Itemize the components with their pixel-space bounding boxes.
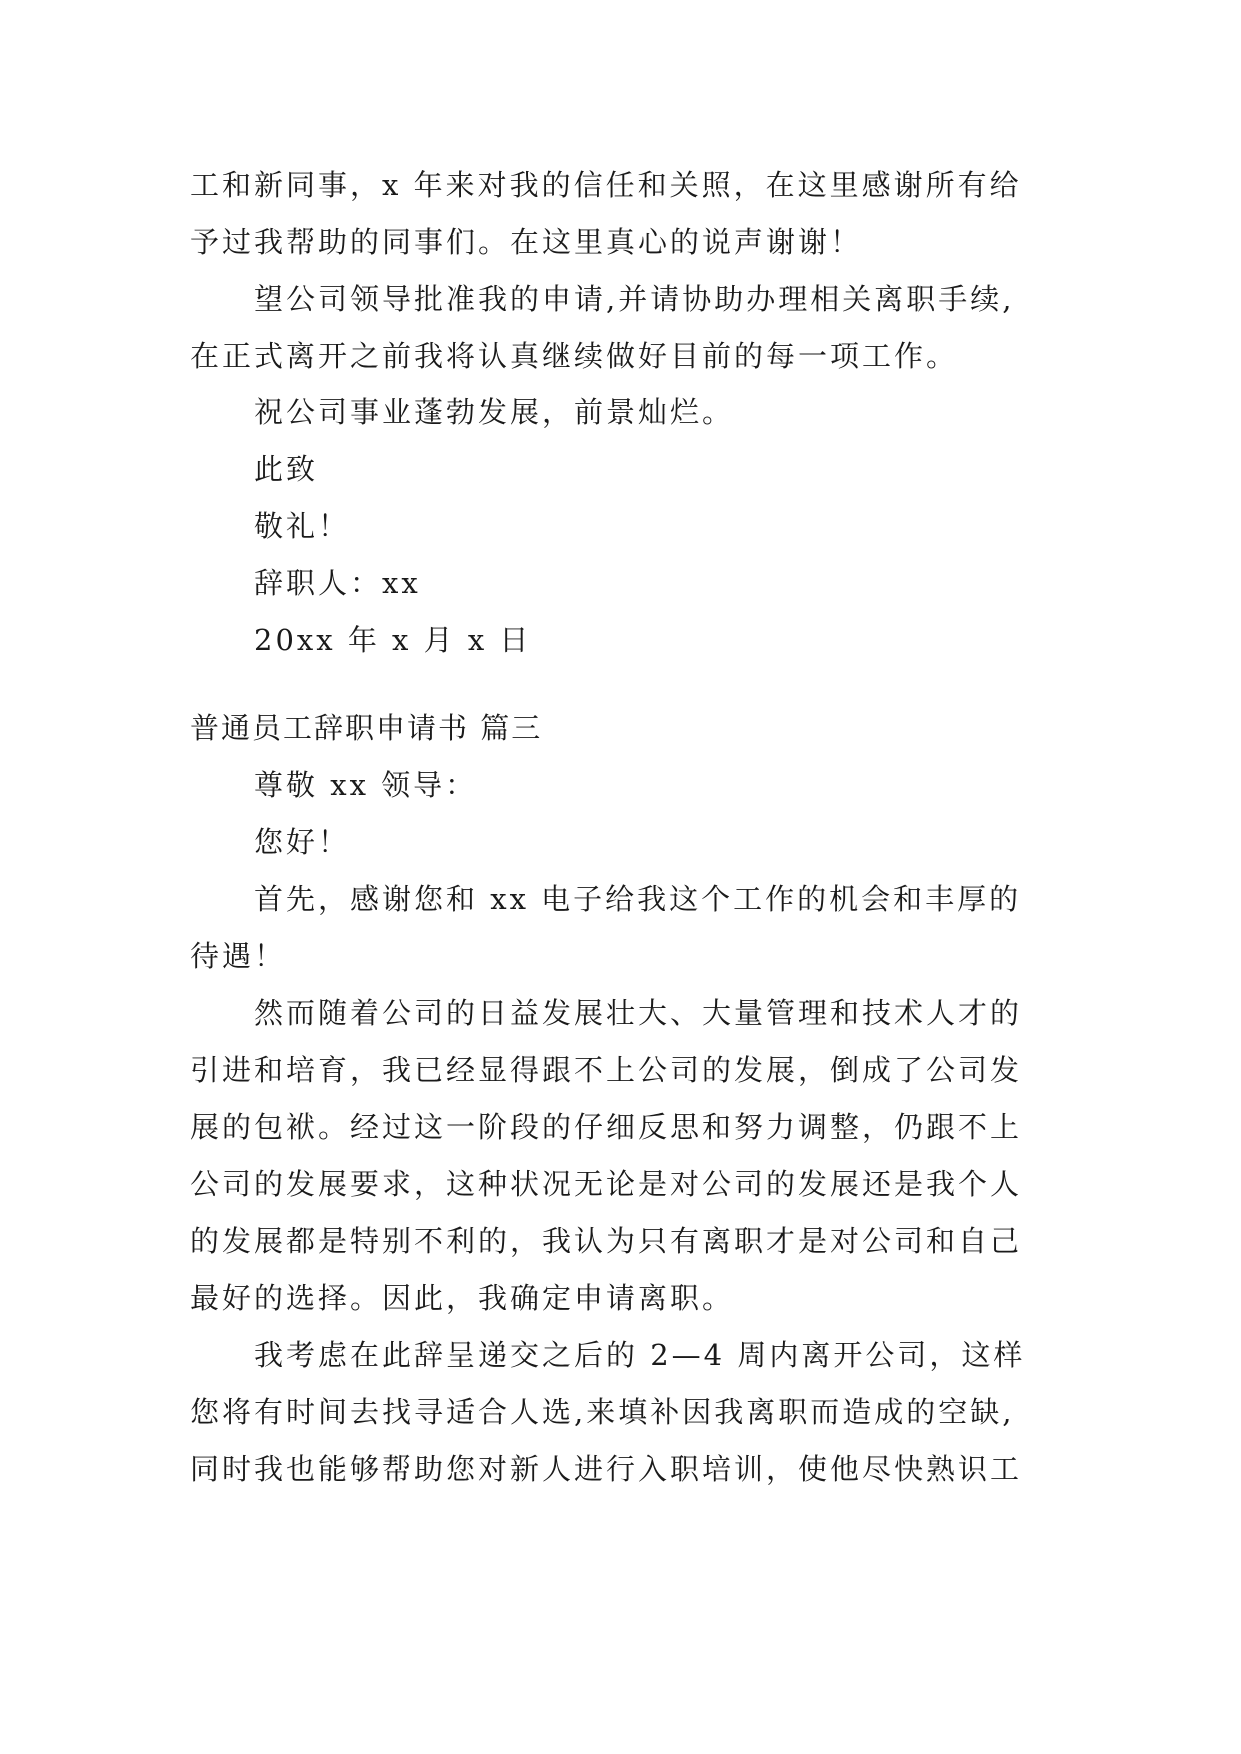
text-line: 我考虑在此辞呈递交之后的 2—4 周内离开公司，这样 [254,1338,1026,1372]
section-title: 普通员工辞职申请书 篇三 [190,711,543,745]
text-line: 望公司领导批准我的申请,并请协助办理相关离职手续, [254,282,1015,316]
text-line: 同时我也能够帮助您对新人进行入职培训，使他尽快熟识工 [190,1452,1023,1486]
text-line: 予过我帮助的同事们。在这里真心的说声谢谢！ [190,225,863,259]
closing-line: 此致 [254,452,319,486]
signature-line: 辞职人：xx [254,566,421,600]
text-line: 首先，感谢您和 xx 电子给我这个工作的机会和丰厚的 [254,882,1022,916]
text-line: 最好的选择。因此，我确定申请离职。 [190,1281,735,1315]
greeting-line: 尊敬 xx 领导： [254,768,478,802]
text-line: 祝公司事业蓬勃发展，前景灿烂。 [254,395,735,429]
date-line: 20xx 年 x 月 x 日 [254,623,532,657]
text-line: 的发展都是特别不利的，我认为只有离职才是对公司和自己 [190,1224,1023,1258]
text-line: 工和新同事，x 年来对我的信任和关照，在这里感谢所有给 [190,168,1022,202]
closing-regards: 敬礼！ [254,509,351,543]
text-line: 待遇！ [190,939,287,973]
text-line: 您将有时间去找寻适合人选,来填补因我离职而造成的空缺, [190,1395,1015,1429]
salutation-line: 您好！ [254,825,351,859]
text-line: 公司的发展要求，这种状况无论是对公司的发展还是我个人 [190,1167,1023,1201]
text-line: 然而随着公司的日益发展壮大、大量管理和技术人才的 [254,996,1023,1030]
text-line: 引进和培育，我已经显得跟不上公司的发展，倒成了公司发 [190,1053,1023,1087]
text-line: 展的包袱。经过这一阶段的仔细反思和努力调整，仍跟不上 [190,1110,1023,1144]
text-line: 在正式离开之前我将认真继续做好目前的每一项工作。 [190,339,959,373]
